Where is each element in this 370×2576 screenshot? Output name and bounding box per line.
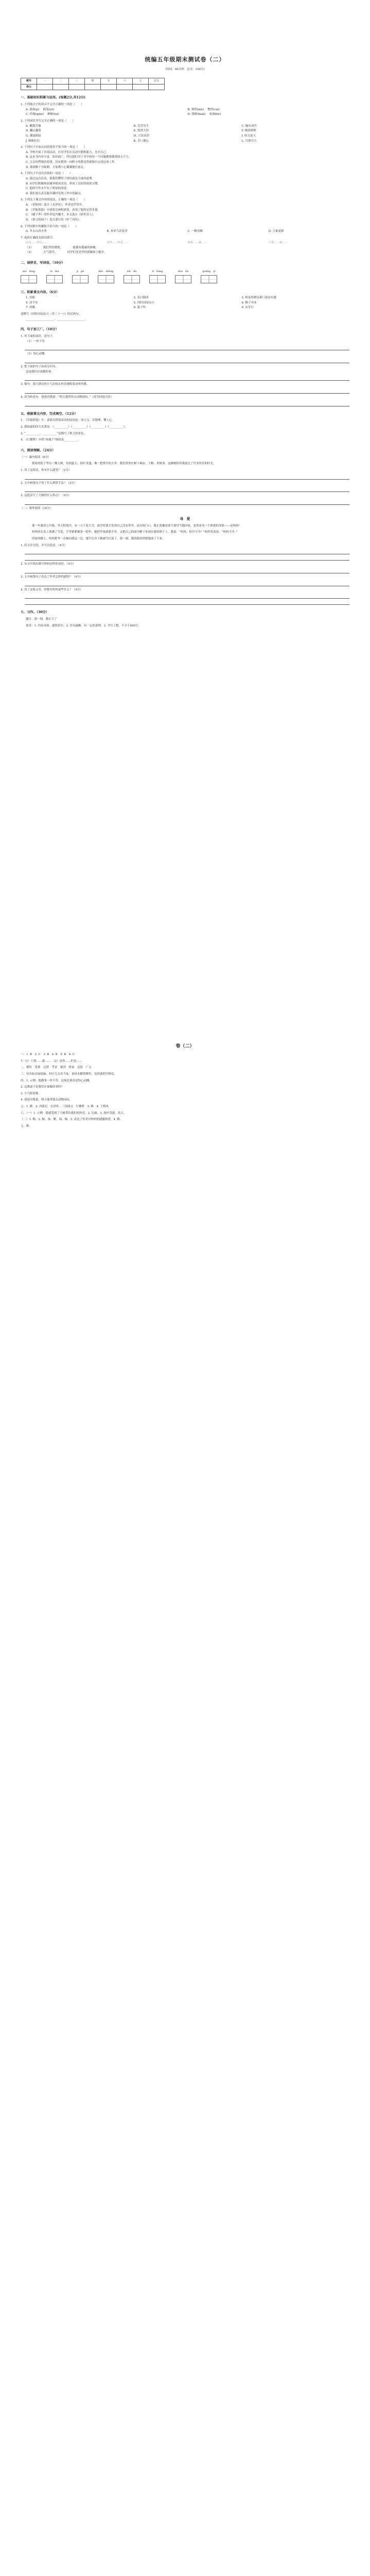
writing-box[interactable]: [175, 275, 191, 283]
pinyin-cell: [201, 269, 217, 285]
option: B. 这本书内容丰富，知识面广，所以我们对于书中的每一个问题都要做到知无不言。: [26, 156, 132, 159]
writing-box[interactable]: [72, 275, 89, 283]
option: E. 恍然大悟: [133, 129, 149, 133]
option: L. 尽情尽力: [241, 139, 257, 143]
subsection-heading: （二）课外阅读（16分）: [21, 506, 52, 510]
options-row: [21, 241, 349, 245]
option: B. 蓦然(mò) 憔悴(cuì): [187, 108, 220, 111]
poem-item: 8. 游子吟: [133, 306, 146, 310]
score-blank[interactable]: [53, 84, 69, 90]
score-cell: 得分: [21, 84, 37, 90]
question: 3. 这段话写了大树的什么特点？（4分）: [21, 494, 72, 498]
answer-line-text: 七、略。: [21, 1124, 32, 1128]
page-title: 统编五年级期末测试卷（二）: [145, 56, 225, 63]
score-blank[interactable]: [101, 84, 117, 90]
sub-question: 这是我们应该做的事。: [26, 370, 55, 374]
option: A. 学校开展了各项活动，让同学们在活动中锻炼能力，充实自己。: [26, 150, 109, 154]
option: 虽然……但是……: [107, 241, 129, 245]
pinyin-cell: [46, 269, 63, 285]
question: 6. 下列对联中的横批不恰当的一项是（ ）: [21, 225, 78, 228]
answer-line[interactable]: [25, 475, 349, 480]
pinyin-text: jì pǔ: [76, 269, 84, 273]
option: K. 苦口婆心: [133, 139, 149, 143]
score-cell: 六: [117, 78, 133, 84]
section-heading: 六、阅读理解。（24分）: [21, 448, 56, 452]
section-heading: 二、读拼音，写词语。（10分）: [21, 261, 65, 265]
answer-line[interactable]: [25, 500, 349, 505]
pinyin-text: ài mù: [50, 269, 59, 273]
score-blank[interactable]: [149, 84, 165, 90]
passage-title: 母 爱: [180, 517, 190, 521]
option: D. 徘徊(huái) 枯涸(hé): [187, 113, 221, 116]
answer-line[interactable]: [25, 376, 349, 381]
answer-line-text: 2. 这难道不是我们应该做的事吗？: [21, 1086, 64, 1089]
answer-line-text: 一、1. B 2. C 3. B 4. B 5. B 6. C: [21, 1053, 75, 1057]
pinyin-text: dòu liú: [178, 269, 189, 273]
answer-line-text: 7.（1）只要……就…… （2）虽然……但是……: [21, 1059, 82, 1063]
question: 4. 读了这篇文章，你想对妈妈说些什么？（4分）: [21, 588, 83, 591]
option: 因为……所以……: [26, 241, 48, 245]
question: 3. 缩句：那只漂亮的小鸟在枝头快乐地唱着动听的歌。: [21, 383, 90, 386]
option: C. 他的写作水平有了明显的改进。: [26, 187, 69, 191]
writing-space[interactable]: [21, 629, 349, 1030]
option: B. 同学们积极参加课外阅读活动，养成了良好的阅读习惯。: [26, 182, 101, 185]
fill-line[interactable]: 3. “__________，__________”是描写了秋天的景色。: [21, 432, 87, 435]
pinyin-text: tǐ liàng: [152, 269, 163, 273]
option: C. 纤细(qiān) 蝉蜕(tuì): [26, 113, 59, 116]
poem-item: 9. 从军行: [241, 306, 254, 310]
question: 4. 改为转述句：爸爸对我说：“明天我带你去动物园玩。”（改为间接引语）: [21, 395, 114, 399]
reading-passage: 我家的院子里有一棵大树，每到夏天，枝叶茂盛，像一把撑开的大伞。我们常常在树下乘凉、下棋、讲故事。这棵树陪伴我度过了许多快乐的时光。: [26, 462, 216, 466]
option: A. 通过这次活动，使我们懂得了团结就是力量的道理。: [26, 177, 95, 180]
answer-line[interactable]: [25, 582, 349, 586]
section-heading: 一、基础知识积累与运用。(每题2分,共12分): [21, 96, 86, 100]
answer-line[interactable]: [25, 402, 349, 406]
answer-key-title: 卷（二）: [175, 1044, 195, 1049]
options-row: [21, 129, 349, 134]
fill-line[interactable]: （1） 我们坚持锻炼， 能拥有健康的体魄。: [26, 246, 99, 249]
option: D. 翻山越领: [26, 129, 41, 133]
score-cell: 二: [53, 78, 69, 84]
writing-box[interactable]: [149, 275, 166, 283]
section-heading: 五、根据课文内容，完成填空。（12分）: [21, 412, 78, 416]
writing-prompt: 题目：那一刻，我长大了: [26, 618, 57, 621]
answer-line-text: 3. 小鸟唱着歌。: [21, 1092, 41, 1095]
writing-requirements: 要求：1. 内容具体，感情真实。2. 语句通顺，有一定的条理。3. 书写工整，不少于400字。: [26, 624, 141, 628]
writing-box[interactable]: [201, 275, 217, 283]
score-cell: 五: [101, 78, 117, 84]
score-blank[interactable]: [117, 84, 133, 90]
question: 3. 下列句子中加点词语使用不恰当的一项是（ ）: [21, 146, 86, 149]
option: 如果……就……: [187, 241, 207, 245]
question: 4. 下列句子中没有语病的一项是（ ）: [21, 172, 73, 176]
exam-page: [21, 0, 349, 1129]
score-cell: 三: [69, 78, 85, 84]
question: 5. 下列关于课文内容的说法，正确的一项是（ ）: [21, 198, 86, 202]
pinyin-cell: [175, 269, 191, 285]
question: 请默写《四时田园杂兴（其三十一）》的后两句。: [21, 313, 82, 316]
score-cell: 四: [85, 78, 101, 84]
options-row: [21, 124, 349, 129]
question: 1. 读了这段话，你有什么感受？（2分）: [21, 468, 72, 472]
question: 3. 文中画线句子表达了作者怎样的感情？（4分）: [21, 575, 83, 579]
answer-line-text: 三、昼出耘田夜绩麻，村庄儿女各当家。童孙未解供耕织，也傍桑阴学种瓜。: [21, 1072, 117, 1076]
fill-line[interactable]: ____________________，____________________。: [26, 317, 89, 321]
reading-passage: 妈妈的头发上落满了雪花，手里紧紧握着一把伞。她把伞塞到我手里，又把自己的围巾解下来围在我的脖子上。我说：“妈妈，你冷不冷？”妈妈笑着说：“妈妈不冷。”: [26, 531, 238, 534]
reading-passage: 回家的路上，妈妈把伞一直倾向我这一边，她半边身子都被雪打湿了。那一刻，我的眼泪悄悄地流了下来。: [26, 537, 165, 541]
pinyin-text: xiè dú: [127, 269, 137, 273]
score-table: [21, 78, 165, 91]
option: A. 酸甜苦辣: [26, 124, 41, 128]
option: C. 父亲惊愕地看着我，没有想到一向胆小的我竟然敢独自完成这项工作。: [26, 161, 118, 164]
poem-item: 5. 四时田园杂兴: [133, 301, 154, 304]
pinyin-cell: [149, 269, 166, 285]
option: B. 荒草丛生: [133, 124, 149, 128]
poem-item: 1. 泊船: [26, 296, 35, 300]
sub-question: （2）惊心动魄：: [26, 352, 47, 356]
section-heading: 三、积累课文内容。（6分）: [21, 291, 60, 295]
poem-item: 7. 村晚: [26, 306, 35, 310]
options-row: [21, 301, 349, 306]
poem-item: 2. 春日偶成: [133, 296, 149, 300]
question: 1. 用下面的词语，造句子。: [21, 335, 56, 338]
score-cell: 一: [37, 78, 53, 84]
question: 2. 从文中找出描写妈妈动作的词语。（4分）: [21, 563, 76, 566]
option: D. 万象更新: [268, 230, 284, 233]
answer-line-text: 4. 爸爸对我说，明天他带我去动物园玩。: [21, 1098, 73, 1102]
pinyin-text: mó fàng: [22, 269, 35, 273]
pinyin-text: guǎng yì: [202, 269, 216, 273]
writing-box[interactable]: [46, 275, 63, 283]
question: 2. 把下面的句子改成反问句。: [21, 365, 58, 369]
score-blank[interactable]: [37, 84, 53, 90]
option: J. 粗粗拉拉: [26, 139, 40, 143]
section-heading: 七、习作。（30分）: [21, 611, 49, 615]
question: 1. 给文章分段，并写出段意。（4分）: [21, 544, 67, 547]
fill-line[interactable]: 2. 我知道的四大名著是：《__________》《__________》《__________》《__________》。: [21, 425, 128, 429]
options-row: [21, 108, 349, 113]
options-row: [21, 112, 349, 117]
score-cell: 七: [133, 78, 149, 84]
question: 1. 下列加点字的读音不完全正确的一项是（ ）: [21, 103, 84, 107]
answer-line[interactable]: [25, 550, 349, 554]
answer-line-text: （二）1. 略。2. 握、塞、解、围、倾。3. 表达了作者对妈妈的感激和爱。4. 略。: [21, 1118, 123, 1122]
poem-item: 4. 清平乐: [26, 301, 38, 304]
pinyin-cell: [124, 269, 140, 285]
fill-line[interactable]: 4. 《红楼梦》中的“凤辣子”指的是__________。: [21, 438, 81, 442]
exam-meta: （时间：90分钟 总分：100分）: [163, 68, 207, 72]
writing-box[interactable]: [21, 275, 37, 283]
option: D. 《祖父的园子》选自萧红的《呼兰河传》。: [26, 218, 82, 222]
option: I. 哈欠连天: [241, 134, 256, 138]
question: 7. 选择正确的关联词填空。: [21, 236, 56, 240]
writing-box[interactable]: [98, 275, 114, 283]
answer-line[interactable]: [25, 600, 349, 605]
score-blank[interactable]: [133, 84, 149, 90]
pinyin-grid: [21, 269, 349, 285]
writing-box[interactable]: [124, 275, 140, 283]
score-cell: 总分: [149, 78, 165, 84]
poem-item: 3. 秋夜将晓出篱门迎凉有感: [241, 296, 276, 300]
score-blank[interactable]: [69, 84, 85, 90]
answer-line-text: 六、（一）1. 示例：我感受到了大树带给我们的快乐。2. 比喻。3. 枝叶茂盛，高大。: [21, 1111, 127, 1115]
option: D. 那段路十分陡峭，大家都小心翼翼地往前走。: [26, 165, 86, 169]
section-heading: 四、句子加工厂。（10分）: [21, 328, 59, 332]
option: A. 《景阳冈》选自《水浒传》，作者是罗贯中。: [26, 204, 85, 207]
answer-line[interactable]: [25, 346, 349, 350]
option: A. 冬去山清水秀: [26, 230, 47, 233]
answer-line[interactable]: [25, 359, 349, 363]
option: 只要……就……: [268, 241, 288, 245]
option: C. 一帆风顺: [187, 230, 203, 233]
option: A. 汲取(jí) 摇曳(yè): [26, 108, 55, 111]
option: H. 兴高采烈: [133, 134, 149, 138]
option: B. 春来鸟语花香: [107, 230, 128, 233]
reading-passage: 那一年我读五年级，冬天特别冷。有一天下着大雪，放学时我才发现自己没有带伞。站在校门口，我正犹豫着要不要冒雪跑回家，忽然看见一个熟悉的身影——是妈妈！: [26, 524, 242, 528]
option: C. 《刷子李》的作者是冯骥才，本文选自《俗世奇人》。: [26, 213, 96, 217]
pinyin-cell: [72, 269, 89, 285]
answer-line[interactable]: [25, 569, 349, 573]
answer-line-text: 五、1. 略 2. 西游记 水浒传 三国演义 红楼梦 3. 略 4. 王熙凤: [21, 1105, 109, 1109]
options-row: [21, 134, 349, 139]
answer-line[interactable]: [25, 389, 349, 394]
pinyin-cell: [98, 269, 114, 285]
answer-line[interactable]: [25, 594, 349, 599]
option: G. 潮湿阴暗: [26, 134, 41, 138]
answer-line-text: 二、模仿 爱慕 记谱 考证 亵渎 体谅 逗留 广义: [21, 1066, 92, 1070]
options-row: [21, 306, 349, 311]
poem-item: 6. 稚子弄冰: [241, 301, 257, 304]
subsection-heading: （一）课内阅读（8分）: [21, 455, 51, 459]
option: D. 我们要认真克服并随时发现工作中的缺点。: [26, 192, 84, 195]
answer-line[interactable]: [25, 487, 349, 492]
sub-question: （1）一丝不苟：: [26, 340, 47, 343]
question: 2. 文中画线句子用了什么修辞手法？（2分）: [21, 481, 77, 485]
pinyin-text: kǎo zhèng: [98, 269, 114, 273]
options-row: [21, 296, 349, 301]
option: B. 《草船借箭》中诸葛亮神机妙算，表现了他的足智多谋。: [26, 208, 101, 212]
option: F. 慢条斯理: [241, 129, 256, 133]
options-row: [21, 139, 349, 144]
score-cell: 题号: [21, 78, 37, 84]
option: C. 胸有成竹: [241, 124, 257, 128]
options-row: [21, 229, 349, 234]
fill-line[interactable]: 1. 《草船借箭》中，诸葛亮借箭成功的原因是：知天文、识地理、懂人心。: [21, 419, 115, 422]
fill-line[interactable]: （2） 天气很冷， 同学们还是坚持到操场上跑步。: [26, 251, 107, 255]
score-blank[interactable]: [85, 84, 101, 90]
pinyin-cell: [21, 269, 37, 285]
answer-line[interactable]: [25, 556, 349, 561]
answer-line-text: 四、1. 示例：他做事一丝不苟。这场比赛真是惊心动魄。: [21, 1079, 92, 1082]
question: 2. 下列词语书写完全正确的一项是（ ）: [21, 120, 75, 123]
